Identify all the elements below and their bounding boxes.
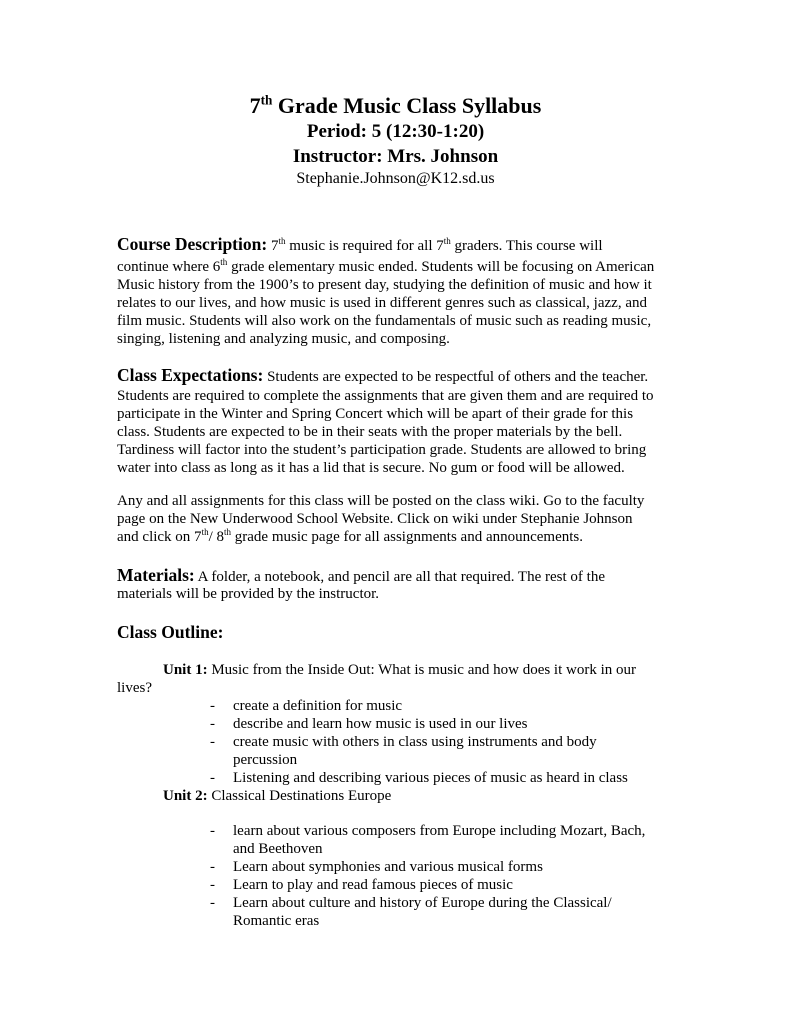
bullet-dash: -: [210, 877, 215, 893]
course-description-line: film music. Students will also work on the fundamentals of music such as reading music,: [117, 313, 652, 329]
bullet-dash: -: [210, 698, 215, 714]
bullet-dash: -: [210, 859, 215, 875]
bullet-dash: -: [210, 895, 215, 911]
list-item: learn about various composers from Europe including Mozart, Bach,: [233, 823, 646, 839]
list-item: create music with others in class using instruments and body: [233, 734, 597, 750]
course-description-line: singing, listening and analyzing music, and composing.: [117, 331, 450, 347]
class-expectations-line: Class Expectations: Students are expected to be respectful of others and the teacher.: [117, 365, 649, 385]
course-description-heading: Course Description:: [117, 234, 268, 254]
list-item: describe and learn how music is used in our lives: [233, 716, 528, 732]
course-description-line: Course Description: 7th music is required for all 7th graders. This course will: [117, 234, 603, 254]
list-item: Learn to play and read famous pieces of music: [233, 877, 513, 893]
list-item-continued: and Beethoven: [233, 841, 323, 857]
bullet-dash: -: [210, 734, 215, 750]
unit-1-title-continued: lives?: [117, 680, 152, 696]
assignments-line: and click on 7th/ 8th grade music page for all assignments and announcements.: [117, 527, 583, 545]
list-item: create a definition for music: [233, 698, 403, 714]
class-expectations-line: class. Students are expected to be in their seats with the proper materials by the bell.: [117, 424, 623, 440]
list-item: Listening and describing various pieces of music as heard in class: [233, 770, 628, 786]
class-expectations-line: participate in the Winter and Spring Concert which will be apart of their grade for this: [117, 406, 634, 422]
unit-1-label: Unit 1:: [163, 662, 208, 678]
course-description-line: continue where 6th grade elementary music ended. Students will be focusing on American: [117, 257, 655, 275]
bullet-dash: -: [210, 770, 215, 786]
materials-line: materials will be provided by the instructor.: [117, 586, 380, 602]
unit-1-title: Unit 1: Music from the Inside Out: What is music and how does it work in our: [163, 662, 637, 678]
bullet-dash: -: [210, 716, 215, 732]
class-expectations-line: water into class as long as it has a lid that is secure. No gum or food will be allowed.: [117, 460, 625, 476]
page-title: 7th Grade Music Class Syllabus: [249, 92, 542, 118]
list-item: Learn about culture and history of Europe during the Classical/: [233, 895, 612, 911]
class-outline-heading: Class Outline:: [117, 622, 224, 642]
list-item-continued: percussion: [233, 752, 298, 768]
course-description-line: Music history from the 1900’s to present day, studying the definition of music and how it: [117, 277, 652, 293]
class-expectations-line: Students are required to complete the assignments that are given them and are required to: [117, 388, 654, 404]
unit-2-title: Unit 2: Classical Destinations Europe: [163, 788, 392, 804]
materials-heading: Materials:: [117, 565, 195, 585]
assignments-line: page on the New Underwood School Website. Click on wiki under Stephanie Johnson: [117, 511, 633, 527]
list-item-continued: Romantic eras: [233, 913, 320, 929]
assignments-line: Any and all assignments for this class will be posted on the class wiki. Go to the faculty: [117, 493, 645, 509]
instructor-line: Instructor: Mrs. Johnson: [292, 146, 499, 167]
list-item: Learn about symphonies and various musical forms: [233, 859, 543, 875]
class-expectations-heading: Class Expectations:: [117, 365, 264, 385]
course-description-line: relates to our lives, and how music is used in different genres such as classical, jazz, and: [117, 295, 647, 311]
instructor-email[interactable]: Stephanie.Johnson@K12.sd.us: [296, 170, 495, 187]
class-expectations-line: Tardiness will factor into the student’s participation grade. Students are allowed to bring: [117, 442, 647, 458]
materials-line: Materials: A folder, a notebook, and pencil are all that required. The rest of the: [117, 565, 605, 585]
unit-2-label: Unit 2:: [163, 788, 208, 804]
bullet-dash: -: [210, 823, 215, 839]
period-line: Period: 5 (12:30-1:20): [306, 121, 485, 142]
